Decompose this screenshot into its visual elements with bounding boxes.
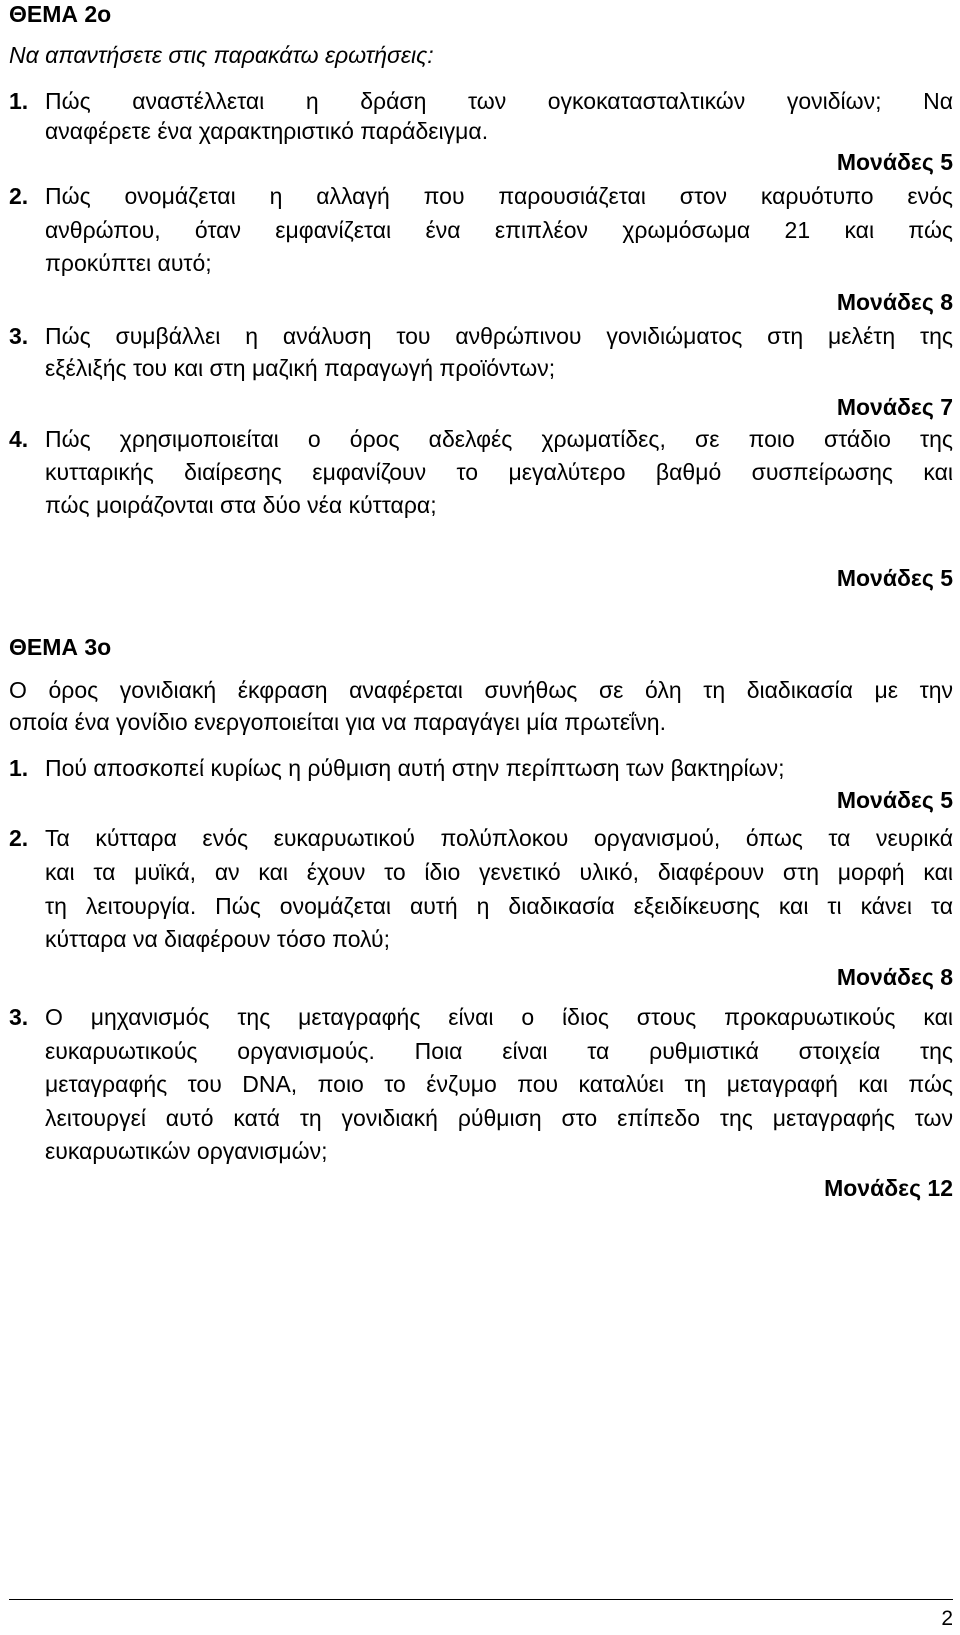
theme2-q1-text: Πώς αναστέλλεται η δράση των ογκοκατασταλτικών γονιδίων; Να [45,88,953,114]
theme3-intro-line2: οποία ένα γονίδιο ενεργοποιείται για να παραγάγει μία πρωτεΐνη. [9,709,666,735]
theme3-q2-number: 2. [9,825,29,851]
theme2-q2-line3: προκύπτει αυτό; [45,250,212,276]
theme3-q1-points: Μονάδες 5 [836,787,953,813]
theme2-q1-line1 [9,87,953,115]
theme3-q2-line3: τη λειτουργία. Πώς ονομάζεται αυτή η διαδικασία εξειδίκευσης και τι κάνει τα [45,893,953,919]
theme2-q2-number: 2. [9,183,29,209]
theme3-q1-number: 1. [9,755,29,781]
theme2-q4-line3: πώς μοιράζονται στα δύο νέα κύτταρα; [45,492,437,518]
theme3-q2-line4: κύτταρα να διαφέρουν τόσο πολύ; [45,926,390,952]
theme2-q1-line2: αναφέρετε ένα χαρακτηριστικό παράδειγμα. [45,118,489,144]
theme3-intro-line1: Ο όρος γονιδιακή έκφραση αναφέρεται συνήθως σε όλη τη διαδικασία με την [9,677,953,703]
theme2-q4-text: Πώς χρησιμοποιείται ο όρος αδελφές χρωματίδες, σε ποιο στάδιο της [45,426,953,452]
theme3-q3-number: 3. [9,1004,29,1030]
theme3-q1-line1 [9,754,785,782]
theme3-q3-line5: ευκαρυωτικών οργανισμών; [45,1138,328,1164]
theme2-q4-points: Μονάδες 5 [836,565,953,591]
theme2-q2-text: Πώς ονομάζεται η αλλαγή που παρουσιάζεται στον καρυότυπο ενός [45,183,953,209]
theme2-q2-points: Μονάδες 8 [836,289,953,315]
theme3-q1-text: Πού αποσκοπεί κυρίως η ρύθμιση αυτή στην περίπτωση των βακτηρίων; [45,755,785,781]
theme2-q4-line2: κυτταρικής διαίρεσης εμφανίζουν το μεγαλύτερο βαθμό συσπείρωσης και [45,459,953,485]
theme3-q2-line1 [9,824,953,852]
theme3-q3-line2: ευκαρυωτικούς οργανισμούς. Ποια είναι τα ρυθμιστικά στοιχεία της [45,1038,953,1064]
theme3-q3-points: Μονάδες 12 [824,1175,953,1201]
theme2-q4-number: 4. [9,426,29,452]
theme2-title: ΘΕΜΑ 2ο [9,1,112,27]
theme2-q2-line1 [9,182,953,210]
theme3-q2-points: Μονάδες 8 [836,964,953,990]
theme3-q2-line2: και τα μυϊκά, αν και έχουν το ίδιο γενετικό υλικό, διαφέρουν στη μορφή και [45,859,953,885]
theme2-q4-line1 [9,425,953,453]
page-number: 2 [941,1607,953,1630]
footer-divider [9,1599,953,1600]
theme2-q3-points: Μονάδες 7 [836,394,953,420]
theme2-q1-number: 1. [9,88,29,114]
theme3-q2-text: Τα κύτταρα ενός ευκαρυωτικού πολύπλοκου οργανισμού, όπως τα νευρικά [45,825,953,851]
theme2-q3-number: 3. [9,323,29,349]
theme3-title: ΘΕΜΑ 3ο [9,634,112,660]
theme2-q2-line2: ανθρώπου, όταν εμφανίζεται ένα επιπλέον χρωμόσωμα 21 και πώς [45,217,953,243]
theme3-q3-line4: λειτουργεί αυτό κατά τη γονιδιακή ρύθμιση στο επίπεδο της μεταγραφής των [45,1105,953,1131]
theme3-q3-line3: μεταγραφής του DNA, ποιο το ένζυμο που καταλύει τη μεταγραφή και πώς [45,1071,953,1097]
theme3-q3-line1 [9,1003,953,1031]
theme2-instruction: Να απαντήσετε στις παρακάτω ερωτήσεις: [9,42,434,68]
theme3-q3-text: Ο μηχανισμός της μεταγραφής είναι ο ίδιος στους προκαρυωτικούς και [45,1004,953,1030]
theme2-q3-text: Πώς συμβάλλει η ανάλυση του ανθρώπινου γονιδιώματος στη μελέτη της [45,323,953,349]
theme2-q1-points: Μονάδες 5 [836,149,953,175]
document-page [9,0,953,1635]
theme2-q3-line1 [9,322,953,350]
theme2-q3-line2: εξέλιξής του και στη μαζική παραγωγή προϊόντων; [45,355,556,381]
